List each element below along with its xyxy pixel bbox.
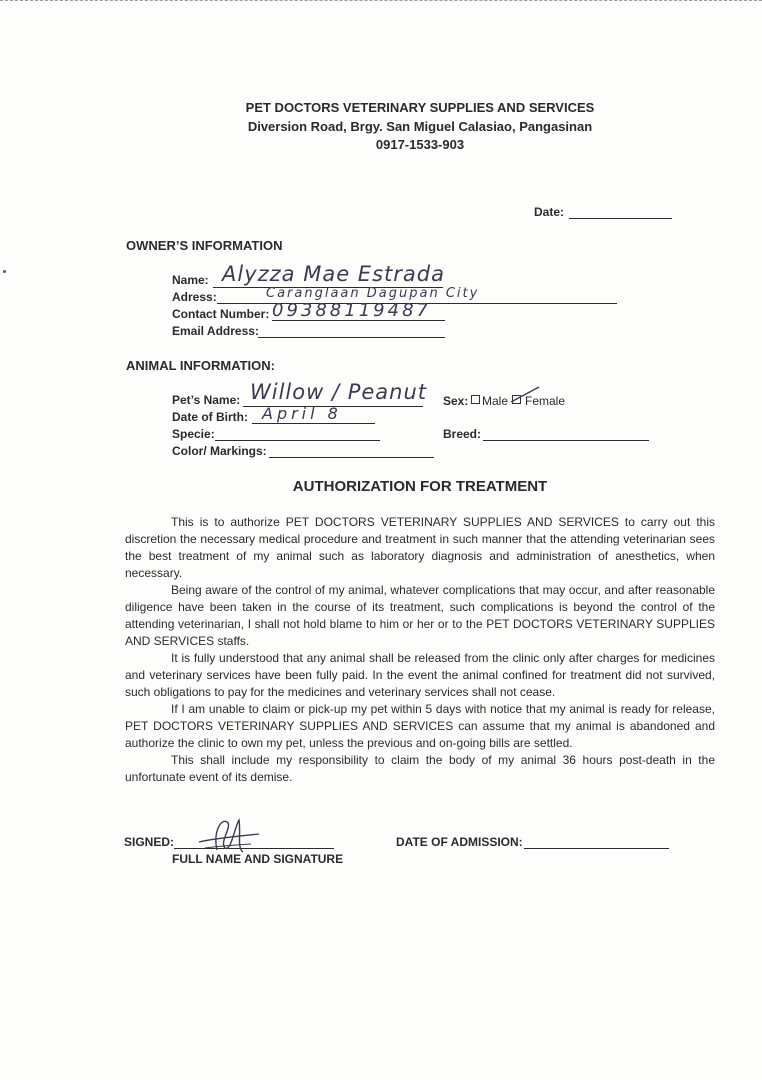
owner-address-label: Adress:	[172, 290, 217, 304]
contact-number-label: Contact Number:	[172, 307, 270, 321]
sex-label: Sex:	[443, 394, 469, 408]
scan-top-edge	[0, 0, 762, 6]
signature-caption: FULL NAME AND SIGNATURE	[172, 852, 344, 866]
authorization-paragraph: Being aware of the control of my animal, whatever complications that may occur, and after reasonable diligence have been taken in the course of its treatment, such complications is beyond the control of the attending veterinarian, I shall not hold blame to him or her or to the PET DOCTORS VETERINARY SUPPLIES AND SERVICES staffs.	[125, 583, 715, 648]
authorization-paragraph: If I am unable to claim or pick-up my pet within 5 days with notice that my animal is ready for release, PET DOCTORS VETERINARY SUPPLIES AND SERVICES can assume that my animal is abandoned and authorize the clinic to own my pet, unless the previous and on-going bills are settled.	[125, 702, 715, 750]
authorization-body	[125, 514, 715, 786]
authorization-paragraph: It is fully understood that any animal shall be released from the clinic only after charges for medicines and veterinary services have been fully paid. In the event the animal confined for treatment did not survived, such obligations to pay for the medicines and veterinary services shall not cease.	[125, 651, 715, 699]
signed-label: SIGNED:	[124, 835, 175, 849]
clinic-phone: 0917-1533-903	[375, 137, 465, 152]
owner-name-handwriting: Alyzza Mae Estrada	[222, 262, 445, 286]
animal-section-title: ANIMAL INFORMATION:	[126, 358, 275, 373]
email-field[interactable]	[258, 337, 445, 338]
authorization-paragraph: This is to authorize PET DOCTORS VETERINARY SUPPLIES AND SERVICES to carry out this discretion the necessary medical procedure and treatment in such manner that the attending veterinarian sees the best treatment of my animal such as laboratory diagnosis and administration of anesthetics, when necessary.	[125, 515, 715, 580]
sex-male-checkbox[interactable]	[471, 395, 480, 404]
scan-speck	[3, 270, 6, 273]
date-of-admission-field[interactable]	[524, 848, 669, 849]
email-label: Email Address:	[172, 324, 259, 338]
color-markings-label: Color/ Markings:	[172, 444, 267, 458]
date-field[interactable]	[569, 218, 672, 219]
breed-field[interactable]	[483, 440, 649, 441]
sex-male-label: Male	[482, 394, 509, 408]
authorization-paragraph: This shall include my responsibility to claim the body of my animal 36 hours post-death in the unfortunate event of its demise.	[125, 753, 715, 784]
color-markings-field[interactable]	[269, 457, 434, 458]
authorization-title: AUTHORIZATION FOR TREATMENT	[292, 478, 548, 495]
clinic-address: Diversion Road, Brgy. San Miguel Calasiao, Pangasinan	[247, 119, 593, 134]
date-label: Date:	[534, 205, 565, 219]
breed-label: Breed:	[443, 427, 482, 441]
dob-field[interactable]	[252, 423, 375, 424]
date-of-admission-label: DATE OF ADMISSION:	[396, 835, 523, 849]
pet-name-handwriting: Willow / Peanut	[250, 380, 428, 404]
owner-name-label: Name:	[172, 273, 209, 287]
dob-handwriting: April 8	[262, 404, 342, 423]
dob-label: Date of Birth:	[172, 410, 248, 424]
owner-section-title: OWNER’S INFORMATION	[126, 238, 283, 253]
contact-number-handwriting: 09388119487	[272, 300, 431, 321]
specie-label: Specie:	[172, 427, 215, 441]
pet-name-label: Pet’s Name:	[172, 393, 241, 407]
owner-address-handwriting: Caranglaan Dagupan City	[266, 286, 480, 301]
specie-field[interactable]	[215, 440, 380, 441]
clinic-name: PET DOCTORS VETERINARY SUPPLIES AND SERVICES	[245, 100, 595, 115]
sex-female-label: Female	[525, 394, 566, 408]
